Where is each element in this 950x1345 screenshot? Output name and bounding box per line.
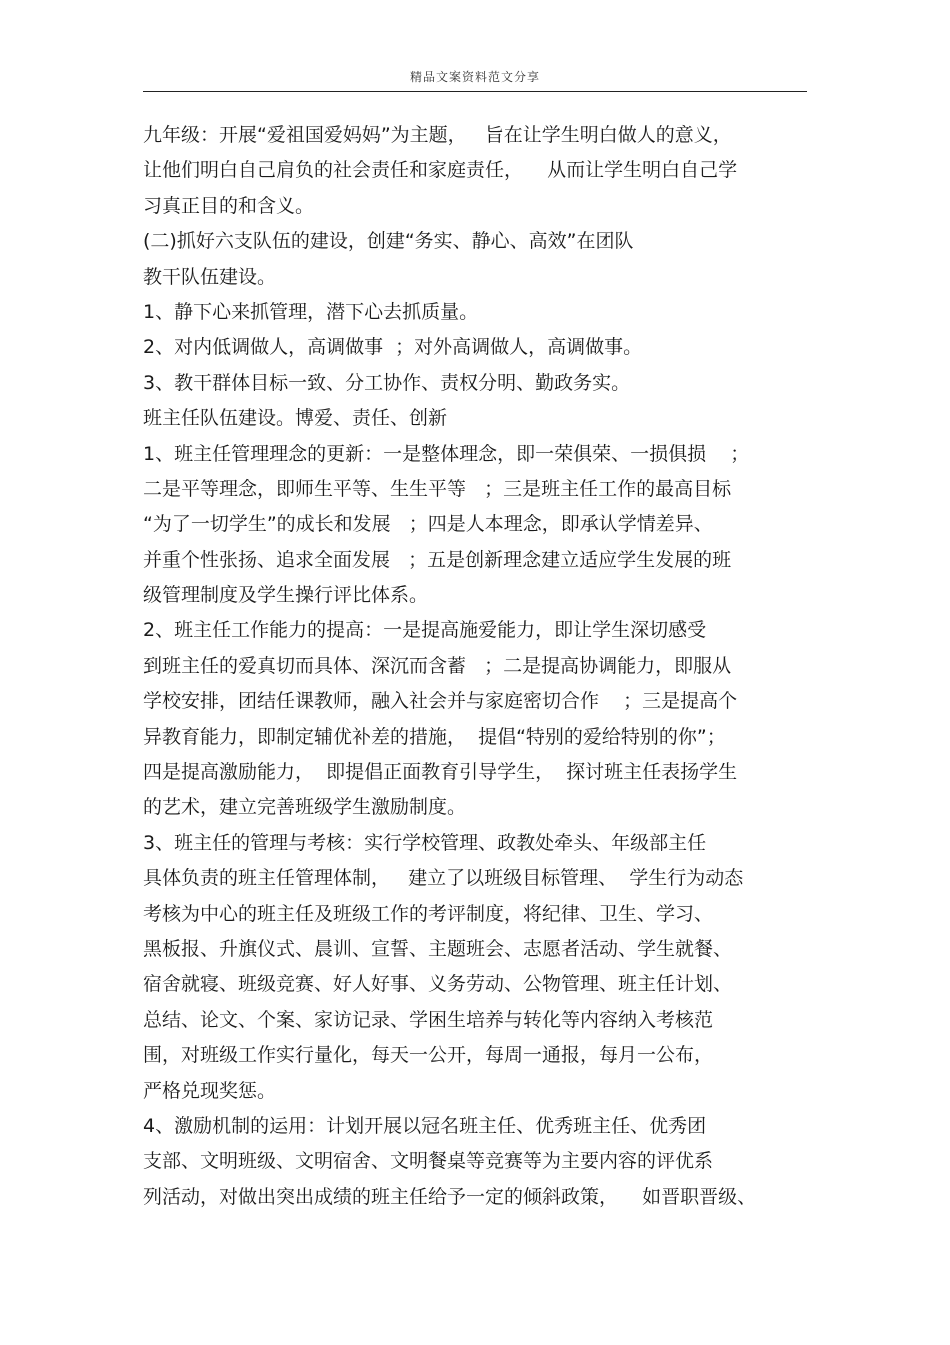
text-line: 九年级：开展“爱祖国爱妈妈”为主题， 旨在让学生明白做人的意义， bbox=[143, 124, 732, 146]
text-line: 四是提高激励能力， 即提倡正面教育引导学生， 探讨班主任表扬学生 bbox=[143, 761, 738, 784]
text-line: 4、激励机制的运用：计划开展以冠名班主任、优秀班主任、优秀团 bbox=[143, 1114, 707, 1137]
text-line: 的艺术，建立完善班级学生激励制度。 bbox=[143, 796, 467, 819]
text-line: 教干队伍建设。 bbox=[143, 265, 277, 288]
document-body bbox=[143, 118, 823, 1215]
text-line: 1、班主任管理理念的更新：一是整体理念，即一荣俱荣、一损俱损 ； bbox=[143, 442, 750, 465]
text-line: 考核为中心的班主任及班级工作的考评制度，将纪律、卫生、学习、 bbox=[143, 902, 714, 925]
text-line: 围，对班级工作实行量化，每天一公开，每周一通报，每月一公布， bbox=[143, 1044, 714, 1067]
page-header: 精品文案资料范文分享 bbox=[409, 70, 540, 84]
text-line: 支部、文明班级、文明宿舍、文明餐桌等竞赛等为主要内容的评优系 bbox=[143, 1150, 714, 1173]
text-line: 2、班主任工作能力的提高：一是提高施爱能力，即让学生深切感受 bbox=[143, 619, 707, 642]
text-line: 班主任队伍建设。博爱、责任、创新 bbox=[143, 407, 448, 430]
text-line: 让他们明白自己肩负的社会责任和家庭责任， 从而让学生明白自己学 bbox=[143, 159, 738, 182]
text-line: 异教育能力，即制定辅优补差的措施， 提倡“特别的爱给特别的你”； bbox=[143, 725, 726, 748]
text-line: 二是平等理念，即师生平等、生生平等 ；三是班主任工作的最高目标 bbox=[143, 477, 732, 500]
text-line: 并重个性张扬、追求全面发展 ；五是创新理念建立适应学生发展的班 bbox=[143, 548, 732, 571]
text-line: “为了一切学生”的成长和发展 ；四是人本理念，即承认学情差异、 bbox=[143, 513, 713, 536]
text-line: 1、静下心来抓管理，潜下心去抓质量。 bbox=[143, 300, 479, 323]
text-line: 3、教干群体目标一致、分工协作、责权分明、勤政务实。 bbox=[143, 371, 631, 394]
text-line: 3、班主任的管理与考核：实行学校管理、政教处牵头、年级部主任 bbox=[143, 831, 707, 854]
text-line: 2、对内低调做人，高调做事 ；对外高调做人，高调做事。 bbox=[143, 336, 643, 359]
header-divider bbox=[143, 91, 807, 92]
text-line: 宿舍就寝、班级竞赛、好人好事、义务劳动、公物管理、班主任计划、 bbox=[143, 973, 733, 996]
text-line: 具体负责的班主任管理体制， 建立了以班级目标管理、 学生行为动态 bbox=[143, 867, 744, 890]
text-line: (二)抓好六支队伍的建设，创建“务实、静心、高效”在团队 bbox=[143, 230, 634, 253]
text-line: 到班主任的爱真切而具体、深沉而含蓄 ；二是提高协调能力，即服从 bbox=[143, 654, 732, 677]
text-line: 黑板报、升旗仪式、晨训、宣誓、主题班会、志愿者活动、学生就餐、 bbox=[143, 937, 733, 960]
text-line: 总结、论文、个案、家访记录、学困生培养与转化等内容纳入考核范 bbox=[143, 1008, 714, 1031]
text-line: 列活动，对做出突出成绩的班主任给予一定的倾斜政策， 如晋职晋级、 bbox=[143, 1185, 757, 1208]
text-line: 严格兑现奖惩。 bbox=[143, 1079, 277, 1102]
text-line: 学校安排，团结任课教师，融入社会并与家庭密切合作 ；三是提高个 bbox=[143, 690, 738, 713]
text-line: 级管理制度及学生操行评比体系。 bbox=[143, 584, 429, 607]
text-line: 习真正目的和含义。 bbox=[143, 194, 315, 217]
